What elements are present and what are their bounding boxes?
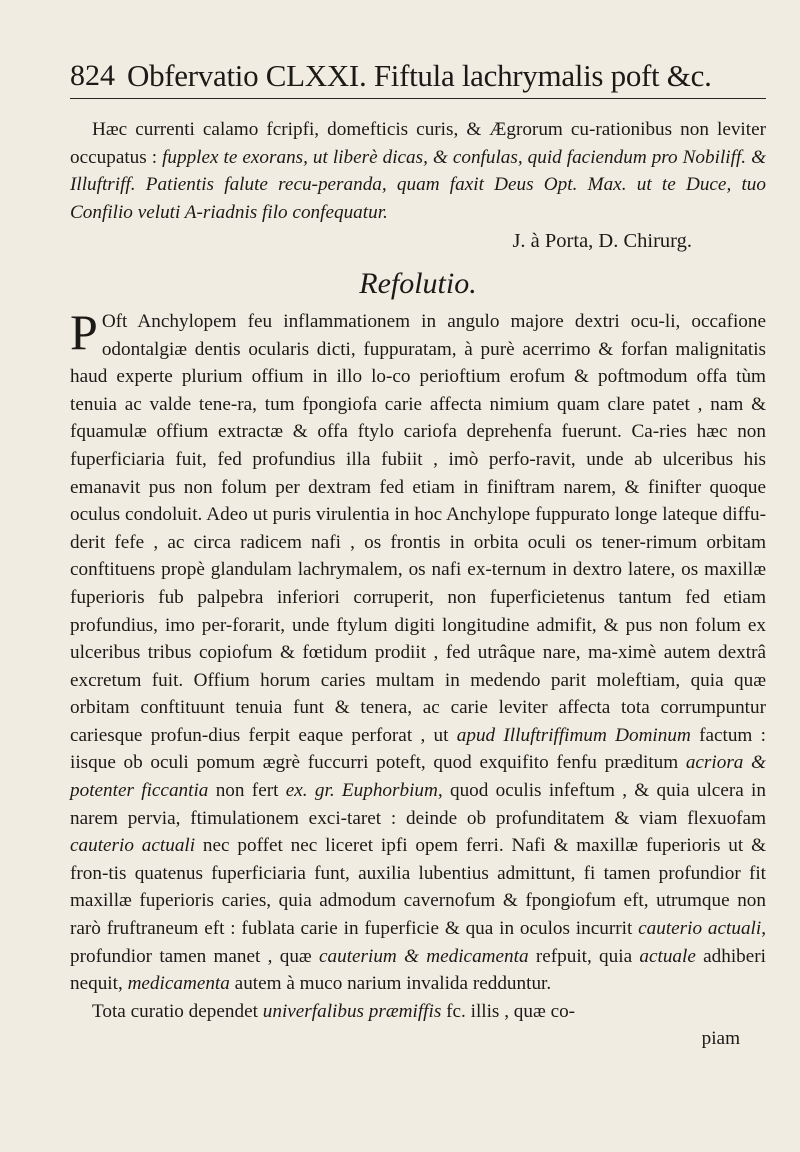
text-run: quod oculis infeftum , & quia ulcera in narem pervia, ftimulationem exci-taret : deinde ob profunditatem & viam flexuofam — [70, 780, 766, 829]
final-paragraph — [70, 998, 766, 1026]
italic-run: actuale — [639, 945, 696, 967]
drop-cap: P — [70, 303, 98, 360]
italic-run: univerfalibus præmiffis — [262, 1000, 442, 1022]
section-heading: Refolutio. — [359, 266, 477, 300]
page-number: 824 — [70, 59, 115, 92]
text-run: non fert — [208, 780, 286, 802]
text-body — [70, 116, 766, 1053]
catchword: piam — [701, 1028, 740, 1050]
italic-run: cauterium & medicamenta — [318, 945, 529, 967]
text-run: autem à muco narium invalida redduntur. — [229, 973, 552, 995]
page-header — [70, 36, 766, 99]
intro-italic-text: fupplex te exorans, ut liberè dicas, & confulas, quid faciendum pro Nobiliff. & Illuftriff. Patientis falute recu-peranda, quam faxit Deus Opt. Max. ut te Duce, tuo Confilio veluti A-riadnis filo confequatur. — [70, 146, 766, 223]
text-run: nec poffet nec liceret ipfi opem ferri. Nafi & maxillæ fuperioris ut & fron-tis quatenus fuperficiaria funt, auxilia lubentius admittunt, fi tamen profundior fit maxillæ fuperioris caries, quia admodum cavernofum & fpongiofum eft, utrumque non rarò fruftraneum eft : fublata carie in fuperficie & qua in oculos incurrit — [70, 835, 766, 940]
italic-run: ex. gr. Euphorbium, — [285, 780, 443, 802]
text-run: Oft Anchylopem feu inflammationem in angulo majore dextri ocu-li, occafione odontalgiæ dentis ocularis dicti, fuppuratam, à purè acerrimo & forfan malignitatis haud experte plurium offium in illo lo-co perioftium erofum & poftmodum offa tùm tenuia ac valde tene-ra, tum fpongiofa carie affecta nimium quam clare patet , nam & fquamulæ offium extractæ & offa ftylo cariofa deprehenfa fuerunt. Ca-ries hæc non fuperficiaria fuit, fed profundius illa fubiit , imò perfo-ravit, unde ab ulceribus his emanavit pus non folum per dextram fed etiam in finiftram narem, & finifter quoque oculus condoluit. Adeo ut puris virulentia in hoc Anchylope fuppurato longe lateque diffu-derit fefe , ac circa radicem nafi , os frontis in orbita oculi os tener-rimum orbitam conftituens propè glandulam lachrymalem, os nafi ex-ternum in dextro latere, os maxillæ fuperioris fub palpebra inferiori corruperit, non fuperficietenus tantum fed etiam profundius, imo per-forarit, unde ftylum digiti longitudine admifit, & pus non folum ex ulceribus tribus copiofum & fœtidum prodiit , fed utrâque nare, ma-ximè autem dextrâ excretum fuit. Offium horum caries multam in medendo parit moleftiam, quia quæ orbitam conftituunt tenuia funt & tenera, ac carie leviter affecta tota corrumpuntur cariesque profun-dius ferpit eaque perforat , ut — [70, 310, 766, 746]
italic-run: acriora & potenter ficcantia — [70, 752, 766, 802]
intro-text: Hæc currenti calamo fcripfi, domefticis curis, & Ægrorum cu-rationibus non leviter occupatus : — [70, 119, 766, 168]
text-run: fc. illis , quæ co- — [441, 1000, 576, 1022]
intro-paragraph — [70, 116, 766, 226]
italic-run: cauterio actuali — [638, 918, 762, 940]
text-run: refpuit, quia — [528, 945, 640, 967]
italic-run: apud Illuftriffimum Dominum — [456, 724, 691, 746]
italic-run: medicamenta — [127, 973, 230, 995]
running-title: Obfervatio CLXXI. Fiftula lachrymalis poft &c. — [127, 58, 712, 93]
resolutio-paragraph — [70, 303, 766, 998]
text-run: , profundior tamen manet , quæ — [70, 918, 766, 967]
text-run: Tota curatio dependet — [92, 1000, 263, 1022]
italic-run: cauterio actuali — [70, 835, 196, 857]
text-run: adhiberi nequit, — [70, 945, 766, 995]
signature: J. à Porta, D. Chirurg. — [512, 230, 692, 253]
text-run: factum : iisque ob oculi pomum ægrè fuccurri poteft, quod exquifito fenfu præditum — [70, 724, 766, 774]
